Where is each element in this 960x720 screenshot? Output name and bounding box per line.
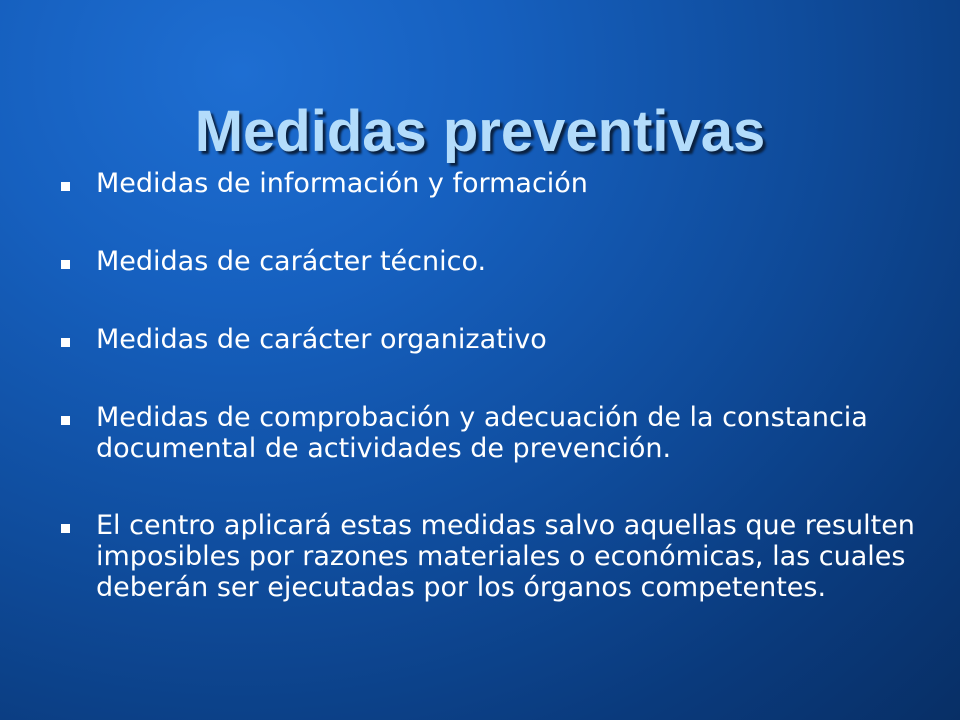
square-bullet-icon — [61, 338, 70, 347]
square-bullet-icon — [61, 182, 70, 191]
bullet-list — [56, 168, 936, 603]
square-bullet-icon — [61, 524, 70, 533]
bullet-text: Medidas de carácter técnico. — [96, 246, 487, 277]
bullet-text: Medidas de información y formación — [96, 168, 588, 199]
square-bullet-icon — [61, 260, 70, 269]
bullet-text: Medidas de comprobación y adecuación de la constancia documental de actividades de prevención. — [96, 402, 868, 464]
square-bullet-icon — [61, 416, 70, 425]
bullet-item-organizational — [56, 324, 936, 356]
slide-title: Medidas preventivas — [194, 98, 766, 164]
bullet-text: Medidas de carácter organizativo — [96, 324, 547, 355]
bullet-item-center-applies — [56, 510, 936, 603]
bullet-item-verification — [56, 402, 936, 464]
bullet-text: El centro aplicará estas medidas salvo aquellas que resulten imposibles por razones materiales o económicas, las cuales deberán ser ejecutadas por los órganos competentes. — [96, 510, 915, 603]
bullet-item-technical — [56, 246, 936, 278]
bullet-item-information-training — [56, 168, 936, 200]
